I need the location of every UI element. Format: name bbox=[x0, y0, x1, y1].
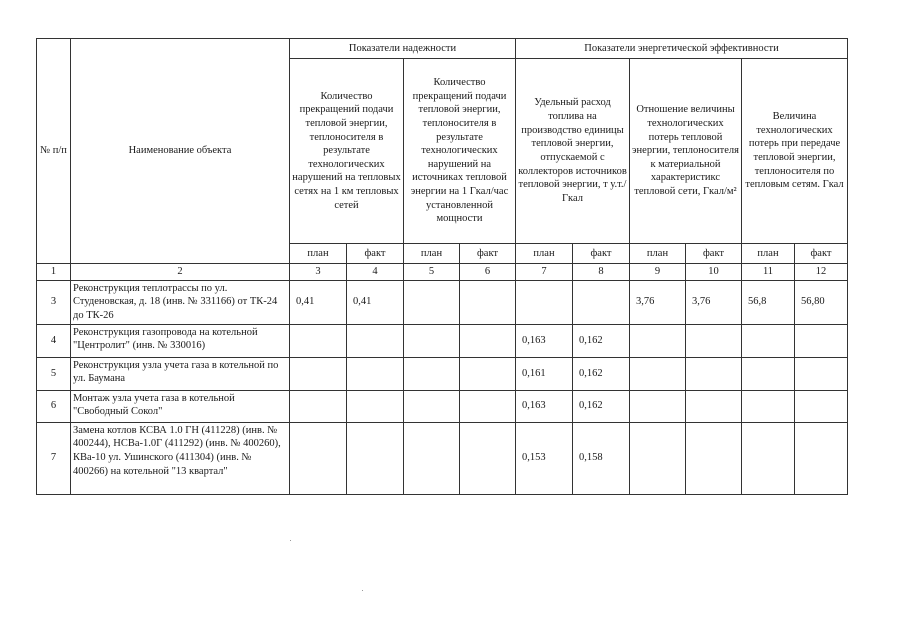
value-cell bbox=[795, 357, 848, 390]
header-metric-network-interruptions: Количество прекращений подачи тепловой энергии, теплоносителя в результате технологических нарушений на тепловых сетях на 1 км тепловых сетей bbox=[290, 59, 404, 244]
header-efficiency-group: Показатели энергетической эффективности bbox=[516, 39, 848, 59]
value-cell bbox=[404, 324, 460, 357]
header-reliability-group: Показатели надежности bbox=[290, 39, 516, 59]
value-cell bbox=[404, 390, 460, 422]
value-cell: 0,163 bbox=[516, 390, 573, 422]
column-number: 7 bbox=[516, 264, 573, 281]
header-plan: план bbox=[630, 244, 686, 264]
value-cell bbox=[347, 324, 404, 357]
value-cell bbox=[686, 422, 742, 494]
value-cell bbox=[404, 422, 460, 494]
value-cell bbox=[460, 422, 516, 494]
row-number: 5 bbox=[37, 357, 71, 390]
value-cell: 0,158 bbox=[573, 422, 630, 494]
row-number: 4 bbox=[37, 324, 71, 357]
value-cell: 0,162 bbox=[573, 357, 630, 390]
value-cell: 0,162 bbox=[573, 324, 630, 357]
value-cell bbox=[290, 390, 347, 422]
table-row bbox=[37, 357, 848, 390]
header-metric-fuel-consumption: Удельный расход топлива на производство единицы тепловой энергии, отпускаемой с коллекторов источников тепловой энергии, т у.т./Гкал bbox=[516, 59, 630, 244]
efficiency-indicators-table bbox=[36, 38, 848, 495]
column-number: 4 bbox=[347, 264, 404, 281]
header-fact: факт bbox=[347, 244, 404, 264]
value-cell bbox=[347, 357, 404, 390]
header-plan: план bbox=[290, 244, 347, 264]
value-cell bbox=[686, 357, 742, 390]
table-row bbox=[37, 280, 848, 324]
value-cell bbox=[742, 390, 795, 422]
column-number: 12 bbox=[795, 264, 848, 281]
value-cell bbox=[290, 324, 347, 357]
value-cell: 56,80 bbox=[795, 280, 848, 324]
value-cell bbox=[347, 422, 404, 494]
column-number-row bbox=[37, 264, 848, 281]
value-cell: 0,162 bbox=[573, 390, 630, 422]
column-number: 10 bbox=[686, 264, 742, 281]
value-cell bbox=[630, 422, 686, 494]
column-number: 9 bbox=[630, 264, 686, 281]
value-cell: 3,76 bbox=[630, 280, 686, 324]
value-cell bbox=[742, 324, 795, 357]
value-cell bbox=[290, 357, 347, 390]
header-fact: факт bbox=[686, 244, 742, 264]
value-cell bbox=[742, 357, 795, 390]
table-row bbox=[37, 324, 848, 357]
column-number: 2 bbox=[71, 264, 290, 281]
value-cell bbox=[795, 422, 848, 494]
column-number: 6 bbox=[460, 264, 516, 281]
row-number: 6 bbox=[37, 390, 71, 422]
column-number: 11 bbox=[742, 264, 795, 281]
column-number: 1 bbox=[37, 264, 71, 281]
header-row-number: № п/п bbox=[37, 39, 71, 264]
object-name: Реконструкция теплотрассы по ул. Студеновская, д. 18 (инв. № 331166) от ТК-24 до ТК-26 bbox=[71, 280, 290, 324]
row-number: 3 bbox=[37, 280, 71, 324]
value-cell bbox=[460, 357, 516, 390]
value-cell: 0,163 bbox=[516, 324, 573, 357]
value-cell bbox=[404, 357, 460, 390]
column-number: 8 bbox=[573, 264, 630, 281]
header-plan: план bbox=[516, 244, 573, 264]
value-cell: 0,153 bbox=[516, 422, 573, 494]
header-metric-source-interruptions: Количество прекращений подачи тепловой энергии, теплоносителя в результате технологических нарушений на источниках тепловой энергии на 1 Гкал/час установленной мощности bbox=[404, 59, 516, 244]
header-fact: факт bbox=[795, 244, 848, 264]
value-cell bbox=[630, 357, 686, 390]
value-cell bbox=[573, 280, 630, 324]
header-plan: план bbox=[742, 244, 795, 264]
header-fact: факт bbox=[460, 244, 516, 264]
table-row bbox=[37, 422, 848, 494]
header-metric-loss-ratio: Отношение величины технологических потерь тепловой энергии, теплоносителя к материальной характеристикс тепловой сети, Гкал/м² bbox=[630, 59, 742, 244]
object-name: Реконструкция газопровода на котельной "Центролит" (инв. № 330016) bbox=[71, 324, 290, 357]
value-cell bbox=[686, 324, 742, 357]
value-cell bbox=[460, 280, 516, 324]
value-cell bbox=[347, 390, 404, 422]
header-fact: факт bbox=[573, 244, 630, 264]
value-cell: 56,8 bbox=[742, 280, 795, 324]
value-cell bbox=[404, 280, 460, 324]
value-cell bbox=[630, 324, 686, 357]
scan-speck bbox=[290, 540, 291, 541]
value-cell bbox=[686, 390, 742, 422]
column-number: 3 bbox=[290, 264, 347, 281]
header-object-name: Наименование объекта bbox=[71, 39, 290, 264]
object-name: Реконструкция узла учета газа в котельной по ул. Баумана bbox=[71, 357, 290, 390]
object-name: Замена котлов КСВА 1.0 ГН (411228) (инв. № 400244), НСВа-1.0Г (411292) (инв. № 400260), КВа-10 ул. Ушинского (411304) (инв. № 400266) на котельной "13 квартал" bbox=[71, 422, 290, 494]
value-cell: 0,41 bbox=[290, 280, 347, 324]
header-metric-technological-losses: Величина технологических потерь при передаче тепловой энергии, теплоносителя по тепловым сетям. Гкал bbox=[742, 59, 848, 244]
header-plan: план bbox=[404, 244, 460, 264]
value-cell bbox=[290, 422, 347, 494]
object-name: Монтаж узла учета газа в котельной "Свободный Сокол" bbox=[71, 390, 290, 422]
value-cell: 0,161 bbox=[516, 357, 573, 390]
value-cell bbox=[516, 280, 573, 324]
column-number: 5 bbox=[404, 264, 460, 281]
value-cell bbox=[742, 422, 795, 494]
value-cell bbox=[795, 324, 848, 357]
value-cell bbox=[460, 324, 516, 357]
value-cell: 0,41 bbox=[347, 280, 404, 324]
value-cell: 3,76 bbox=[686, 280, 742, 324]
table-row bbox=[37, 390, 848, 422]
row-number: 7 bbox=[37, 422, 71, 494]
value-cell bbox=[630, 390, 686, 422]
scan-speck bbox=[362, 590, 363, 591]
value-cell bbox=[460, 390, 516, 422]
value-cell bbox=[795, 390, 848, 422]
